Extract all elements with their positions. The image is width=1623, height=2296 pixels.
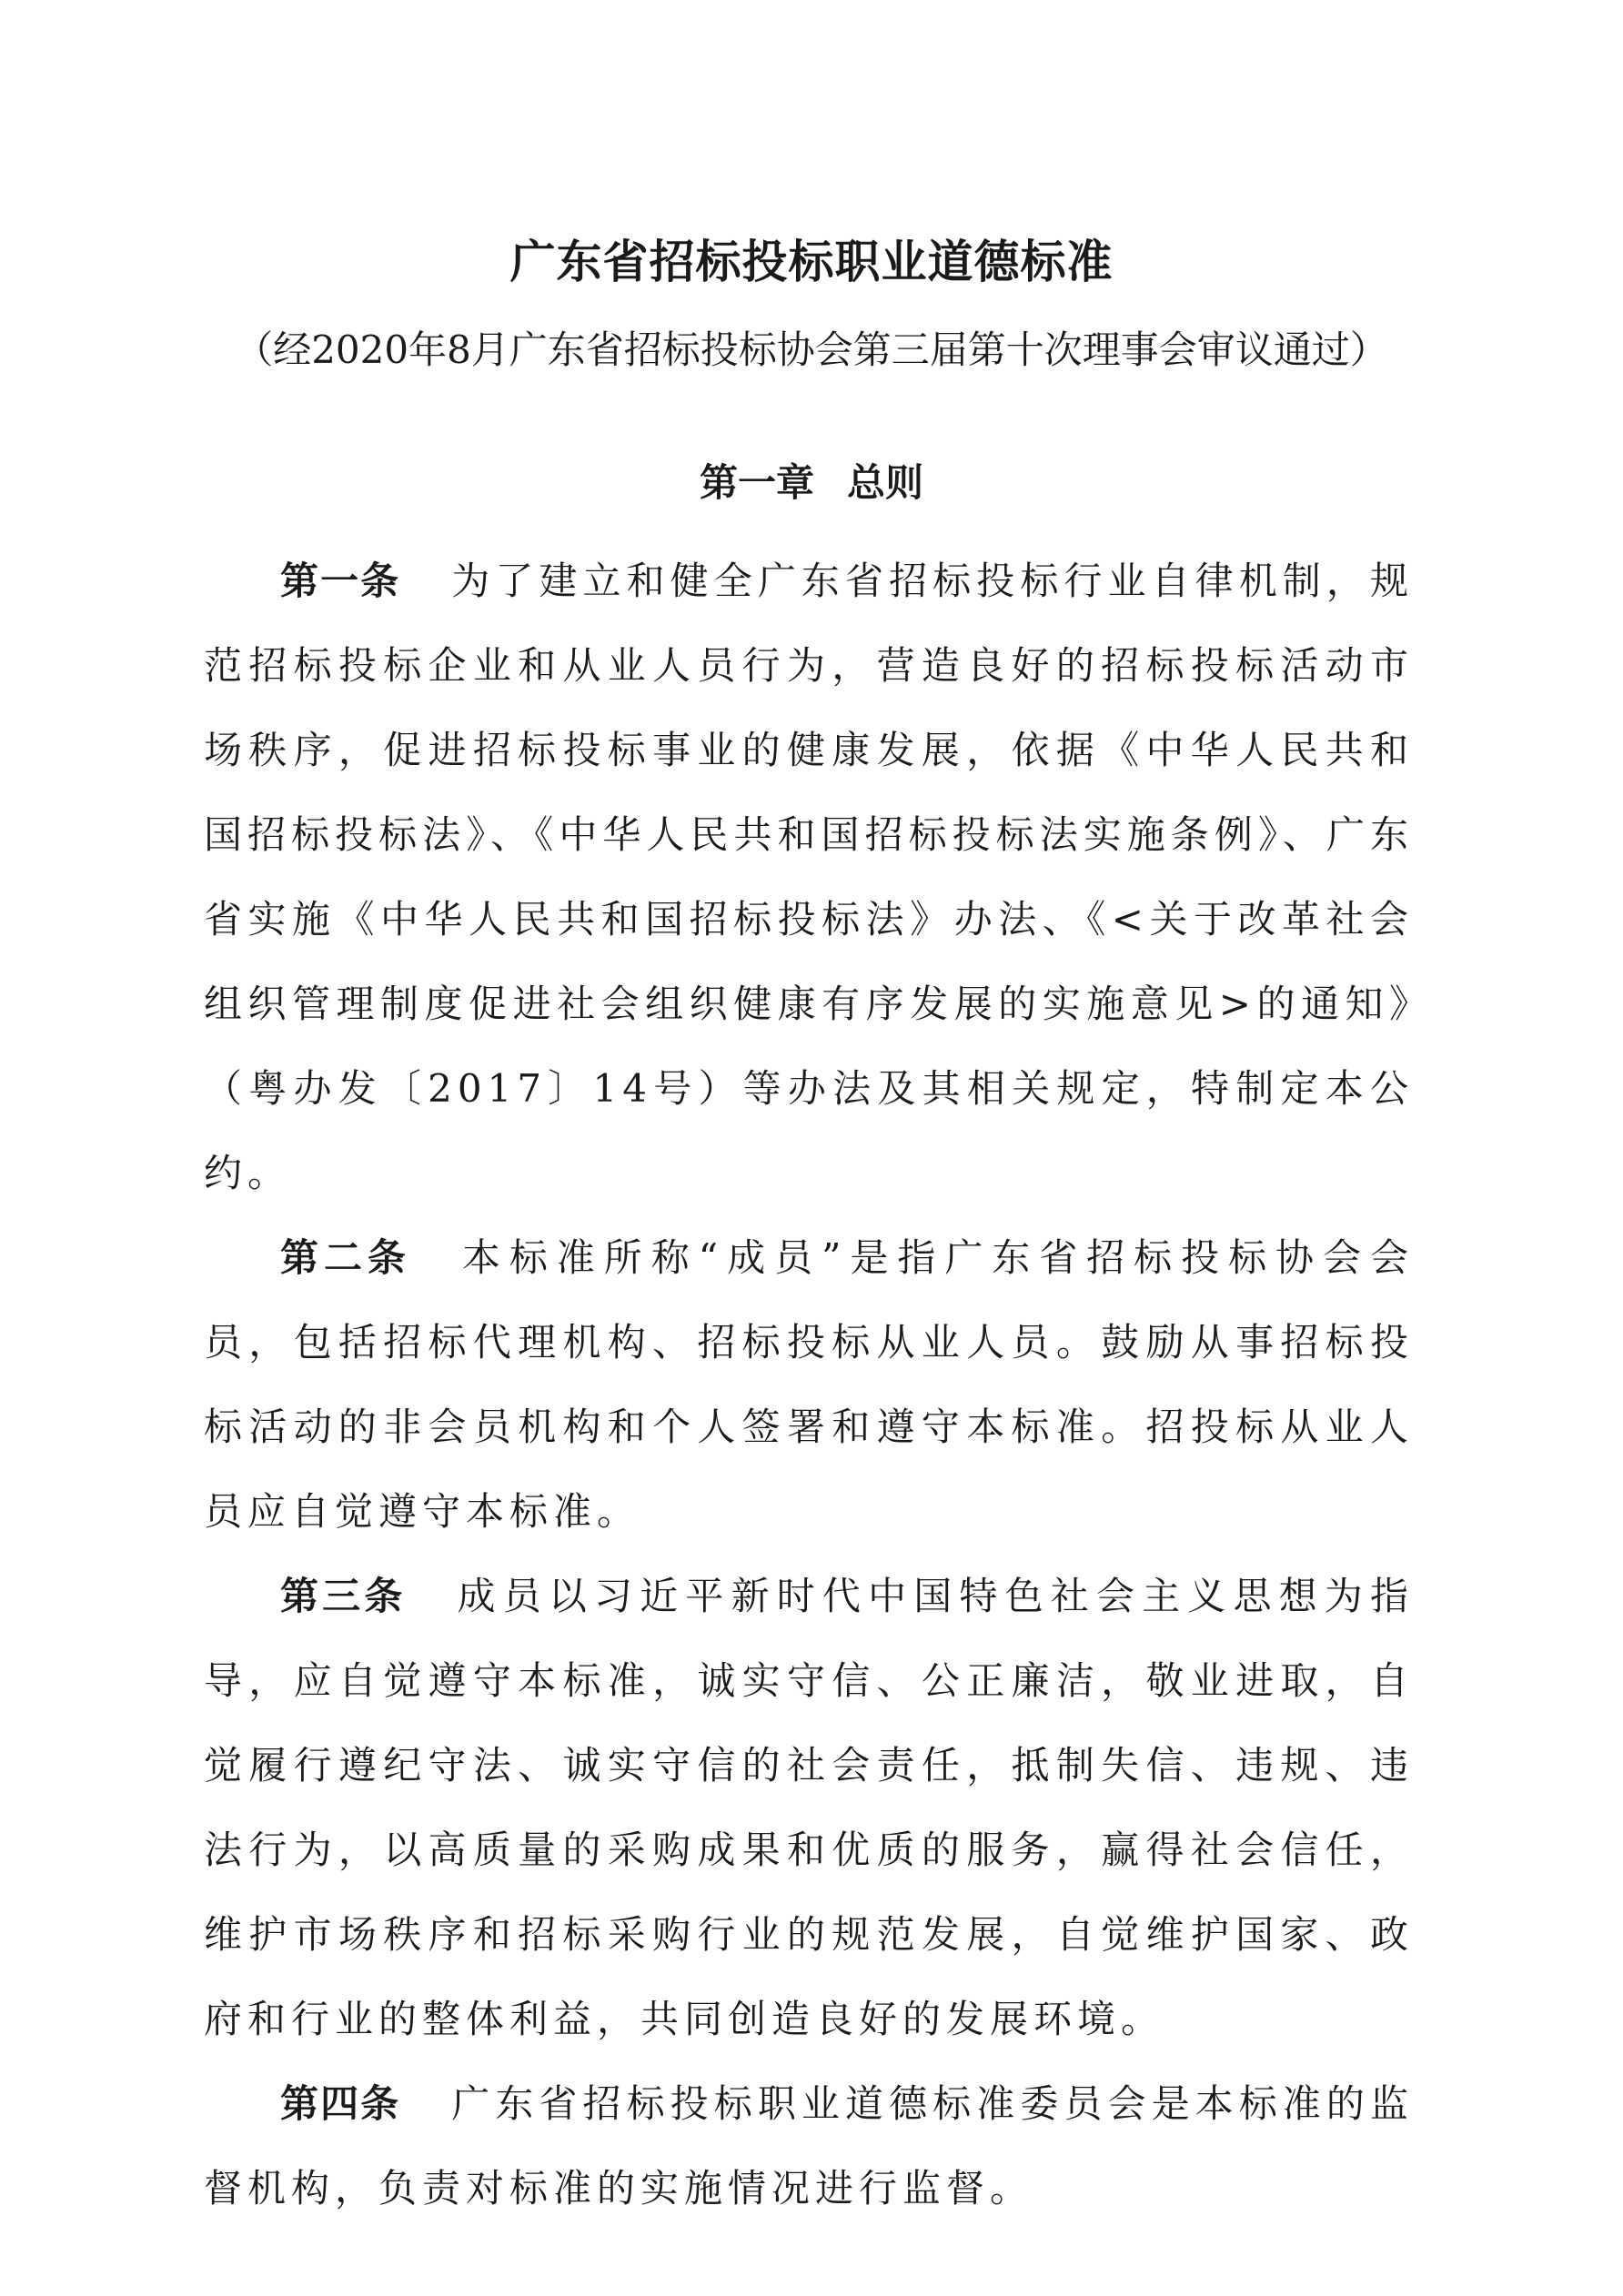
article-2 (204, 1215, 1414, 1554)
article-text: 广东省招标投标职业道德标准委员会是本标准的监督机构，负责对标准的实施情况进行监督。 (204, 2081, 1414, 2210)
article-label: 第二条 (280, 1235, 411, 1280)
article-1 (204, 539, 1414, 1215)
document-title: 广东省招标投标职业道德标准 (509, 236, 1114, 288)
article-text: 成员以习近平新时代中国特色社会主义思想为指导，应自觉遵守本标准，诚实守信、公正廉洁，敬业进取，自觉履行遵纪守法、诚实守信的社会责任，抵制失信、违规、违法行为，以高质量的采购成果和优质的服务，赢得社会信任，维护市场秩序和招标采购行业的规范发展，自觉维护国家、政府和行业的整体利益，共同创造良好的发展环境。 (204, 1574, 1414, 2041)
article-text: 为了建立和健全广东省招标投标行业自律机制，规范招标投标企业和从业人员行为，营造良好的招标投标活动市场秩序，促进招标投标事业的健康发展，依据《中华人民共和国招标投标法》、《中华人民共和国招标投标法实施条例》、广东省实施《中华人民共和国招标投标法》办法、《<关于改革社会组织管理制度促进社会组织健康有序发展的实施意见>的通知》（粤办发〔2017〕14号）等办法及其相关规定，特制定本公约。 (204, 559, 1414, 1195)
article-label: 第三条 (280, 1574, 407, 1618)
document-subtitle: （经2020年8月广东省招标投标协会第三届第十次理事会审议通过） (235, 327, 1388, 372)
article-3 (204, 1554, 1414, 2061)
chapter-name: 总则 (847, 460, 924, 505)
article-text: 本标准所称“成员”是指广东省招标投标协会会员，包括招标代理机构、招标投标从业人员。鼓励从事招标投标活动的非会员机构和个人签署和遵守本标准。招投标从业人员应自觉遵守本标准。 (204, 1235, 1414, 1534)
article-label: 第一条 (280, 559, 401, 603)
chapter-number: 第一章 (699, 460, 814, 505)
chapter-heading (0, 453, 1623, 513)
article-list (204, 539, 1414, 2231)
article-4 (204, 2061, 1414, 2231)
article-label: 第四条 (280, 2081, 401, 2126)
